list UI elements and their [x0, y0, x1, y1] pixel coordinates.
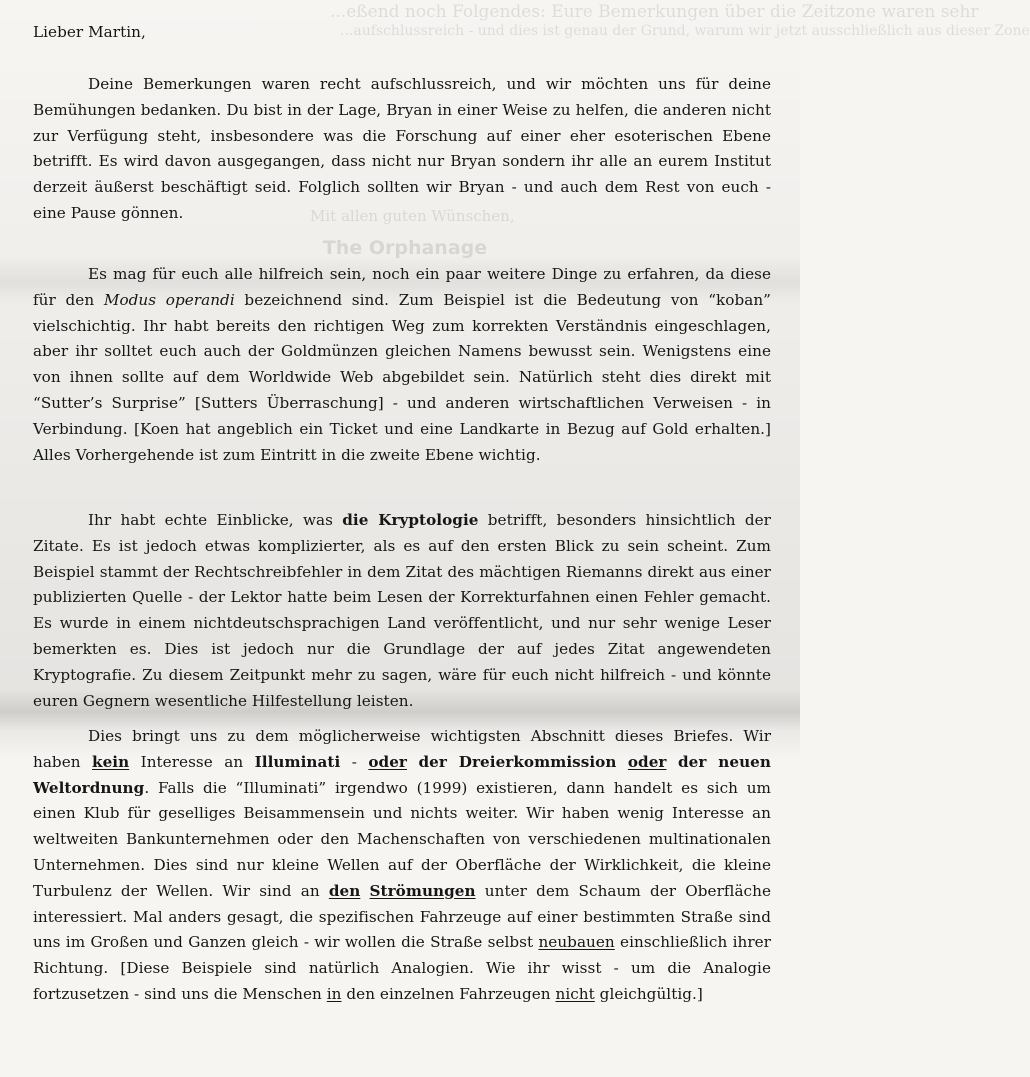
- modus-operandi-emphasis: Modus operandi: [103, 290, 235, 309]
- stroemungen-underlined: Strömungen: [369, 881, 476, 900]
- letter-paragraph-2: [33, 262, 771, 468]
- neubauen-underlined: neubauen: [538, 933, 615, 952]
- paragraph-3-text-a: Ihr habt echte Einblicke, was: [88, 511, 343, 529]
- paragraph-4-text-7: . Falls die “Illuminati” irgendwo (1999) existieren, dann handelt es sich um einen Klub für geselliges Beisammensein und nichts weiter. Wir haben wenig Interesse an weltweiten Bankunternehmen oder den Machenschaften von verschiedenen multinationalen Unternehmen. Dies sind nur kleine Wellen auf der Oberfläche der Wirklichkeit, die kleine Turbulenz der Wellen. Wir sind an: [33, 778, 771, 900]
- paragraph-4-text-5: [616, 753, 627, 771]
- letter-paragraph-4: [33, 724, 771, 1008]
- paragraph-4-text-12: gleichgültig.]: [594, 984, 703, 1003]
- nicht-underlined: nicht: [555, 984, 595, 1003]
- paragraph-2-text-a: Es mag für euch alle hilfreich sein, noch ein paar weitere Dinge zu erfahren, da diese für den: [33, 265, 771, 309]
- paragraph-4-text-9: unter dem Schaum der Oberfläche interessiert. Mal anders gesagt, die spezifischen Fahrzeuge auf einer bestimmten Straße sind uns im Großen und Ganzen gleich - wir wollen die Straße selbst: [33, 881, 771, 952]
- letter-paragraph-3: [33, 508, 771, 714]
- illuminati-emphasis: Illuminati: [254, 752, 341, 771]
- paragraph-4-text-8: [360, 882, 369, 900]
- paragraph-4-text-11: den einzelnen Fahrzeugen: [341, 984, 556, 1003]
- paragraph-4-text-6: [667, 753, 678, 771]
- paragraph-2-text-b: bezeichnend sind. Zum Beispiel ist die Bedeutung von “koban” vielschichtig. Ihr habt bereits den richtigen Weg zum korrekten Verständnis eingeschlagen, aber ihr solltet euch auch der Goldmünzen gleichen Namens bewusst sein. Wenigstens eine von ihnen sollte auf dem Worldwide Web abgebildet sein. Natürlich steht dies direkt mit “Sutter’s Surprise” [Sutters Überraschung] - und anderen wirtschaftlichen Verweisen - in Verbindung. [Koen hat angeblich ein Ticket und eine Landkarte in Bezug auf Gold erhalten.] Alles Vorhergehende ist zum Eintritt in die zweite Ebene wichtig.: [33, 290, 771, 464]
- paragraph-4-text-10: einschließlich ihrer Richtung. [Diese Beispiele sind natürlich Analogien. Wie ihr wisst - um die Analogie fortzusetzen - sind uns die Menschen: [33, 933, 771, 1003]
- paragraph-4-text-2: Interesse an: [129, 752, 255, 771]
- oder-underlined-1: oder: [368, 752, 407, 771]
- letter-paragraph-1: Deine Bemerkungen waren recht aufschlussreich, und wir möchten uns für deine Bemühungen bedanken. Du bist in der Lage, Bryan in einer Weise zu helfen, die anderen nicht zur Verfügung steht, insbesondere was die Forschung auf einer eher esoterischen Ebene betrifft. Es wird davon ausgegangen, dass nicht nur Bryan sondern ihr alle an eurem Institut derzeit äußerst beschäftigt seid. Folglich sollten wir Bryan - und auch dem Rest von euch - eine Pause gönnen.: [33, 75, 771, 222]
- bleed-through-regards: Mit allen guten Wünschen,: [310, 207, 515, 225]
- kein-underlined: kein: [92, 752, 130, 771]
- bleed-through-sender: The Orphanage: [322, 237, 488, 259]
- letter-greeting: Lieber Martin,: [33, 23, 146, 41]
- paragraph-3-text-b: betrifft, besonders hinsichtlich der Zitate. Es ist jedoch etwas komplizierter, als es auf den ersten Blick zu sein scheint. Zum Beispiel stammt der Rechtschreibfehler in dem Zitat des mächtigen Riemanns direkt aus einer publizierten Quelle - der Lektor hatte beim Lesen der Korrekturfahnen einen Fehler gemacht. Es wurde in einem nichtdeutschsprachigen Land veröffentlicht, und nur sehr wenige Leser bemerkten es. Dies ist jedoch nur die Grundlage der auf jedes Zitat angewendeten Kryptografie. Zu diesem Zeitpunkt mehr zu sagen, wäre für euch nicht hilfreich - und könnte euren Gegnern wesentliche Hilfestellung leisten.: [33, 511, 771, 710]
- in-underlined: in: [326, 984, 342, 1003]
- oder-underlined-2: oder: [627, 752, 667, 771]
- paragraph-4-text-1: Dies bringt uns zu dem möglicherweise wichtigsten Abschnitt dieses Briefes. Wir haben: [33, 727, 771, 771]
- bleed-through-text-line-1: ...eßend noch Folgendes: Eure Bemerkungen über die Zeitzone waren sehr: [330, 2, 979, 22]
- kryptologie-emphasis: die Kryptologie: [342, 511, 479, 529]
- neue-weltordnung-emphasis: der neuen Weltordnung: [33, 752, 771, 797]
- dreierkommission-emphasis: der Dreierkommission: [418, 752, 617, 771]
- den-underlined: den: [328, 881, 361, 900]
- paragraph-4-text-4: [407, 753, 418, 771]
- paragraph-4-text-3: -: [340, 752, 369, 771]
- bleed-through-text-line-2: ...aufschlussreich - und dies ist genau der Grund, warum wir jetzt ausschließlich aus dieser Zone: [340, 23, 1030, 39]
